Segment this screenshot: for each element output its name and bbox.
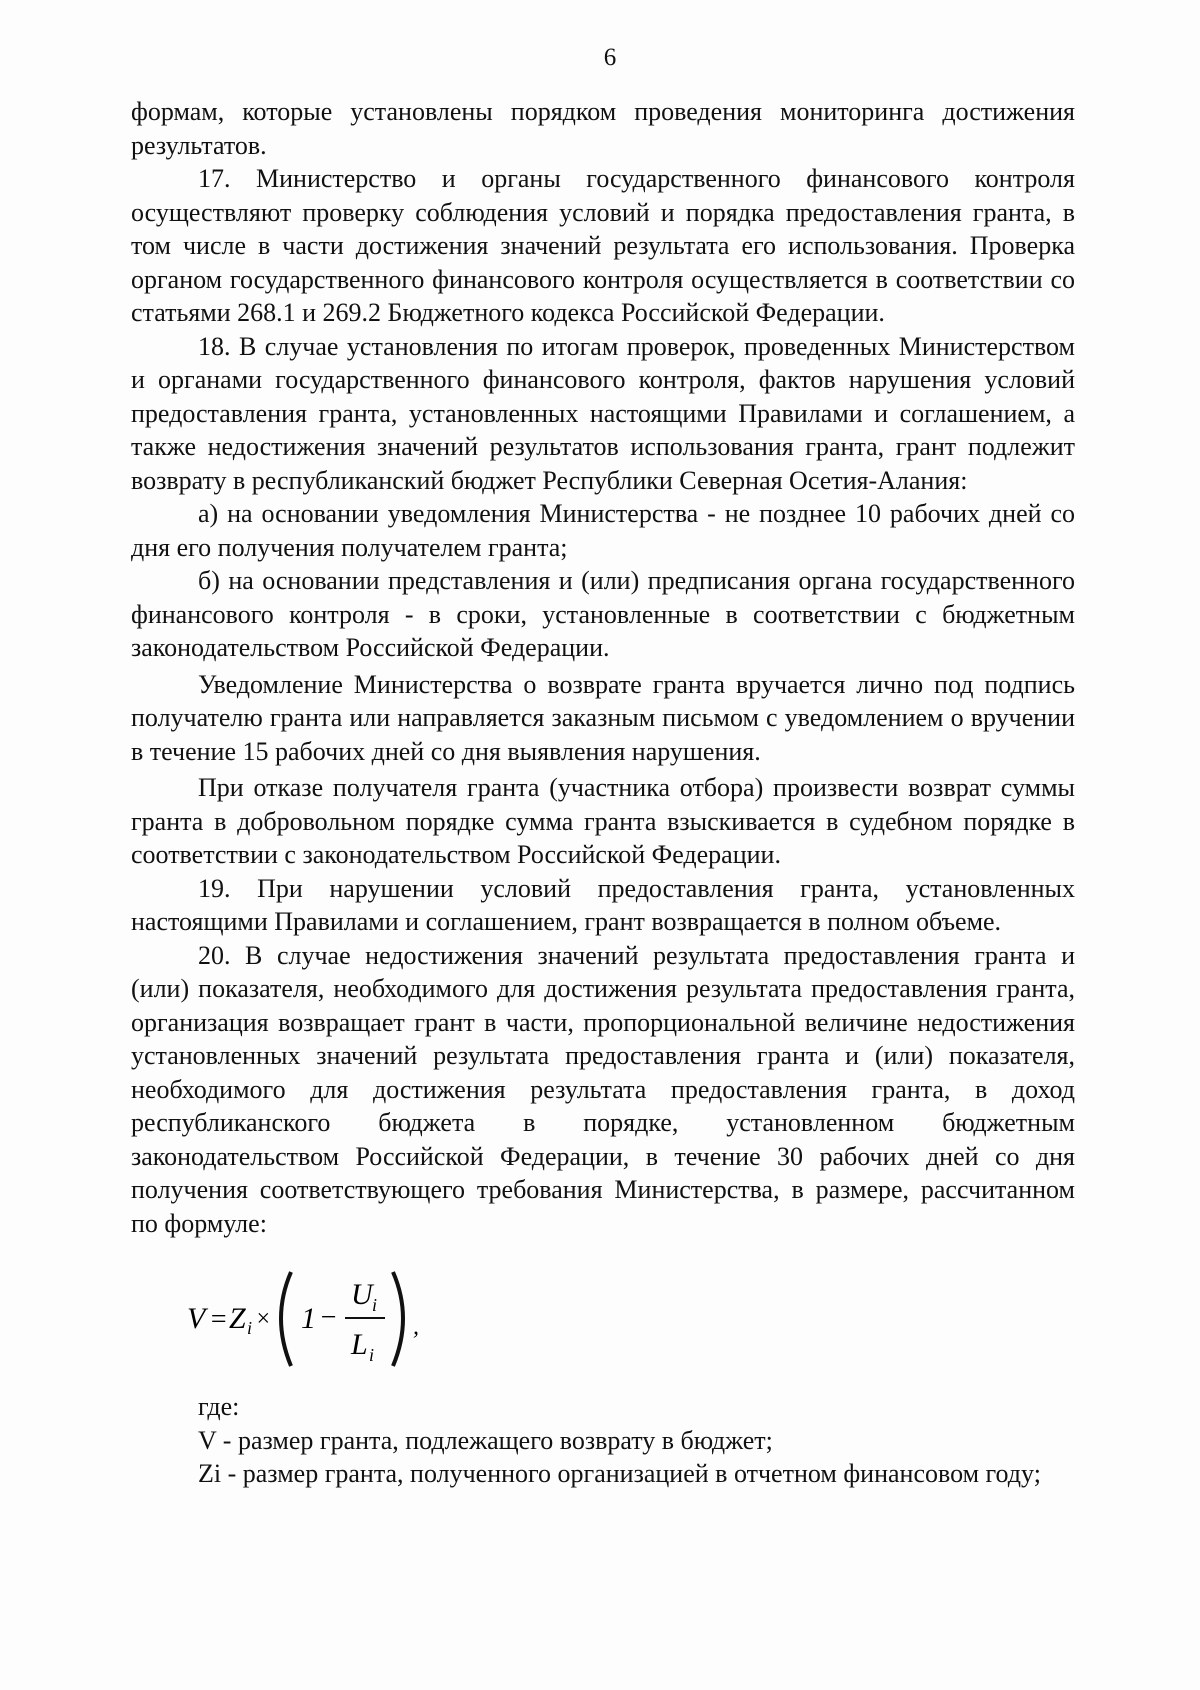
paragraph: формам, которые установлены порядком проведения мониторинга достижения результатов.: [131, 97, 1075, 160]
formula-one: 1: [301, 1302, 316, 1335]
paragraph: 20. В случае недостижения значений результата предоставления гранта и (или) показателя, необходимого для достижения результата предоставления гранта, организация возвращает грант в части, пропорциональной величине недостижения установленных значений результата предоставления гранта и (или) показателя, необходимого для достижения результата предоставления гранта, в доход республиканского бюджета в порядке, установленном бюджетным законодательством Российской Федерации, в течение 30 рабочих дней со дня получения соответствующего требования Министерства, в размере, рассчитанном по формуле:: [131, 940, 1075, 1238]
formula-numerator-sub: i: [372, 1295, 378, 1315]
formula-minus: −: [319, 1302, 338, 1333]
formula-times: ×: [255, 1306, 272, 1332]
formula-trailing-comma: ,: [413, 1314, 419, 1340]
legend-item: V - размер гранта, подлежащего возврату в бюджет;: [198, 1425, 773, 1455]
formula-left-paren: [281, 1272, 291, 1366]
formula-equals: =: [209, 1304, 228, 1335]
body-text: [131, 95, 1075, 1491]
formula-denominator-sub: i: [369, 1345, 375, 1365]
paragraph: б) на основании представления и (или) предписания органа государственного финансового контроля - в сроки, установленные в соответствии с бюджетным законодательством Российской Федерации.: [131, 566, 1075, 662]
formula-lhs: V: [187, 1302, 206, 1335]
paragraph: Уведомление Министерства о возврате гранта вручается лично под подпись получателю гранта или направляется заказным письмом с уведомлением о вручении в течение 15 рабочих дней со дня выявления нарушения.: [131, 669, 1075, 766]
formula-z: Z: [229, 1302, 246, 1335]
formula-denominator: L: [351, 1328, 368, 1361]
paragraph: 17. Министерство и органы государственного финансового контроля осуществляют проверку соблюдения условий и порядка предоставления гранта, в том числе в части достижения значений результата его использования. Проверка органом государственного финансового контроля осуществляется в соответствии со статьями 268.1 и 269.2 Бюджетного кодекса Российской Федерации.: [131, 164, 1075, 327]
legend-item: Zi - размер гранта, полученного организацией в отчетном финансовом году;: [198, 1459, 1041, 1488]
paragraph: а) на основании уведомления Министерства - не позднее 10 рабочих дней со дня его получения получателем гранта;: [131, 499, 1075, 562]
formula-right-paren: [393, 1272, 403, 1366]
paragraph: При отказе получателя гранта (участника отбора) произвести возврат суммы гранта в добровольном порядке сумма гранта взыскивается в судебном порядке в соответствии с законодательством Российской Федерации.: [131, 773, 1075, 869]
formula-z-sub: i: [247, 1318, 253, 1338]
formula-graphic: [187, 1254, 487, 1384]
formula: [131, 1254, 1075, 1384]
page-number: 6: [603, 44, 617, 71]
formula-numerator: U: [351, 1278, 373, 1311]
paragraph: 19. При нарушении условий предоставления гранта, установленных настоящими Правилами и соглашением, грант возвращается в полном объеме.: [131, 873, 1075, 936]
paragraph: 18. В случае установления по итогам проверок, проведенных Министерством и органами государственного финансового контроля, фактов нарушения условий предоставления гранта, установленных настоящими Правилами и соглашением, а также недостижения значений результатов использования гранта, грант подлежит возврату в республиканский бюджет Республики Северная Осетия-Алания:: [131, 331, 1075, 495]
legend-where: где:: [198, 1392, 240, 1421]
